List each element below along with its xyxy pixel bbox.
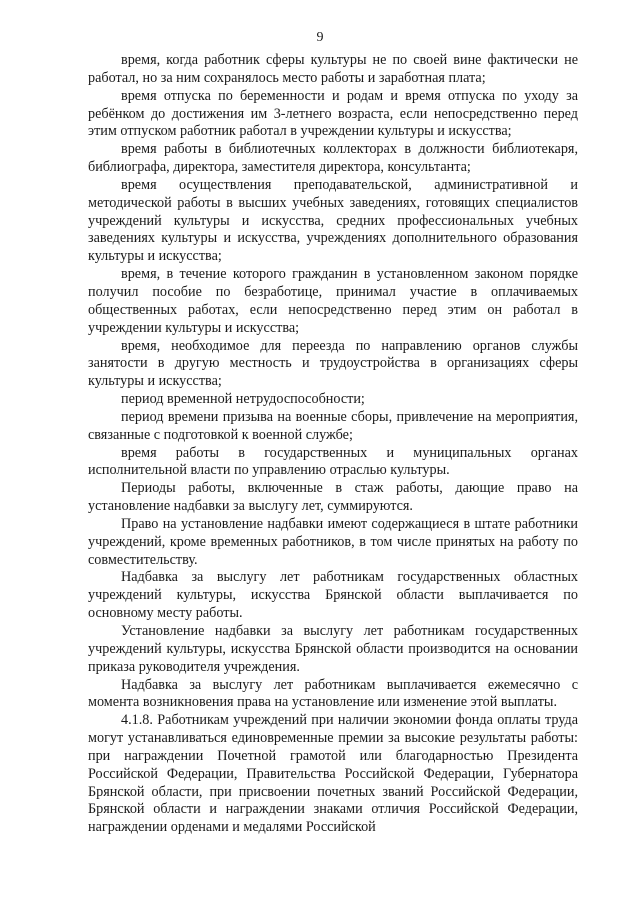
paragraph: 4.1.8. Работникам учреждений при наличии экономии фонда оплаты труда могут устанавливаться единовременные премии за высокие результаты работы: при награждении Почетной грамотой или благодарностью Президента Российской Федерации, Правительства Российской Федерации, Губернатора Брянской области, при присвоении почетных званий Российской Федерации, Брянской области и награждении знаками отличия Российской Федерации, награждении орденами и медалями Российской [88, 712, 578, 836]
paragraph: время осуществления преподавательской, административной и методической работы в высших учебных заведениях, готовящих специалистов учреждений культуры и искусства, средних профессиональных учебных заведениях культуры и искусства, учреждениях дополнительного образования культуры и искусства; [88, 176, 578, 265]
paragraph: Надбавка за выслугу лет работникам выплачивается ежемесячно с момента возникновения права на установление или изменение этой выплаты. [88, 676, 578, 711]
paragraph: время, необходимое для переезда по направлению органов службы занятости в другую местность и трудоустройства в организациях сферы культуры и искусства; [88, 337, 578, 390]
paragraph: Надбавка за выслугу лет работникам государственных областных учреждений культуры, искусства Брянской области выплачивается по основному месту работы. [88, 569, 578, 622]
page-number: 9 [316, 30, 324, 45]
paragraph: время, когда работник сферы культуры не по своей вине фактически не работал, но за ним сохранялось место работы и заработная плата; [88, 52, 578, 86]
paragraph: время работы в библиотечных коллекторах в должности библиотекаря, библиографа, директора, заместителя директора, консультанта; [88, 141, 578, 176]
paragraph: время отпуска по беременности и родам и время отпуска по уходу за ребёнком до достижения им 3-летнего возраста, если непосредственно перед этим отпуском работник работал в учреждении культуры и искусства; [88, 87, 578, 140]
paragraph: период времени призыва на военные сборы, привлечение на мероприятия, связанные с подготовкой к военной службе; [88, 408, 578, 443]
paragraph: Право на установление надбавки имеют содержащиеся в штате работники учреждений, кроме временных работников, в том числе принятых на работу по совместительству. [88, 515, 578, 568]
document-body [88, 52, 578, 837]
paragraph: время, в течение которого гражданин в установленном законом порядке получил пособие по безработице, принимал участие в оплачиваемых общественных работах, если непосредственно перед этим он работал в учреждении культуры и искусства; [88, 266, 578, 336]
paragraph: Установление надбавки за выслугу лет работникам государственных учреждений культуры, искусства Брянской области производится на основании приказа руководителя учреждения. [88, 623, 578, 675]
paragraph: период временной нетрудоспособности; [121, 391, 365, 408]
paragraph: время работы в государственных и муниципальных органах исполнительной власти по управлению отраслью культуры. [88, 444, 578, 479]
paragraph: Периоды работы, включенные в стаж работы, дающие право на установление надбавки за выслугу лет, суммируются. [88, 480, 578, 515]
